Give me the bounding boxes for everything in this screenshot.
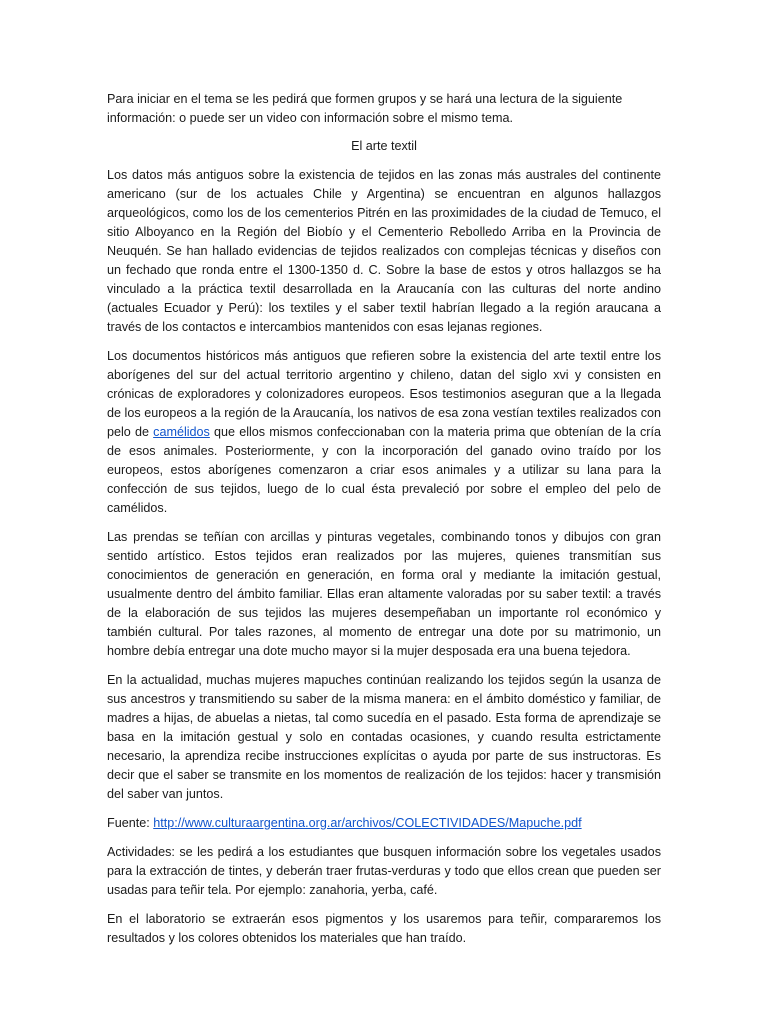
paragraph-historical-documents	[107, 347, 661, 518]
source-line	[107, 814, 661, 833]
paragraph-present-day: En la actualidad, muchas mujeres mapuches continúan realizando los tejidos según la usanza de sus ancestros y transmitiendo su saber de la misma manera: en el ámbito doméstico y familiar, de madres a hijas, de abuelas a nietas, tal como sucedía en el pasado. Esta forma de aprendizaje se basa en la imitación gestual y solo en contadas ocasiones, y cuando resulta estrictamente necesario, la aprendiza recibe instrucciones explícitas o ayuda por parte de sus instructoras. Es decir que el saber se transmite en los momentos de realización de los tejidos: hacer y transmisión del saber van juntos.	[107, 673, 661, 801]
laboratory-paragraph: En el laboratorio se extraerán esos pigmentos y los usaremos para teñir, compararemos los resultados y los colores obtenidos los materiales que han traído.	[107, 912, 661, 945]
section-title: El arte textil	[351, 139, 417, 153]
source-label: Fuente:	[107, 816, 154, 830]
document-body	[107, 90, 661, 958]
camelidos-link[interactable]: camélidos	[153, 425, 210, 439]
paragraph-text-before-link: Los documentos históricos más antiguos que refieren sobre la existencia del arte textil entre los aborígenes del sur del actual territorio argentino y chileno, datan del siglo xvi y consisten en crónicas de exploradores y colonizadores europeos. Esos testimonios aseguran que a la llegada de los europeos a la región de la Araucanía, los nativos de esa zona vestían textiles realizados con pelo de	[107, 349, 661, 439]
paragraph-dyeing: Las prendas se teñían con arcillas y pinturas vegetales, combinando tonos y dibujos con gran sentido artístico. Estos tejidos eran realizados por las mujeres, quienes transmitían sus conocimientos de generación en generación, en forma oral y mediante la imitación gestual, usualmente dentro del ámbito familiar. Ellas eran altamente valoradas por su saber textil: a través de la elaboración de sus tejidos las mujeres desempeñaban un importante rol económico y también cultural. Por tales razones, al momento de entregar una dote por su matrimonio, un hombre debía entregar una dote mucho mayor si la mujer desposada era una buena tejedora.	[107, 530, 661, 658]
intro-paragraph: Para iniciar en el tema se les pedirá que formen grupos y se hará una lectura de la siguiente información: o puede ser un video con información sobre el mismo tema.	[107, 92, 623, 125]
source-url-link[interactable]: http://www.culturaargentina.org.ar/archivos/COLECTIVIDADES/Mapuche.pdf	[153, 816, 582, 830]
paragraph-origins: Los datos más antiguos sobre la existencia de tejidos en las zonas más australes del continente americano (sur de los actuales Chile y Argentina) se encuentran en algunos hallazgos arqueológicos, como los de los cementerios Pitrén en las proximidades de la ciudad de Temuco, el sitio Alboyanco en la Región del Biobío y el Cementerio Rebolledo Arriba en la Provincia de Neuquén. Se han hallado evidencias de tejidos realizados con complejas técnicas y diseños con un fechado que ronda entre el 1300-1350 d. C. Sobre la base de estos y otros hallazgos se ha vinculado a la práctica textil desarrollada en la Araucanía con las culturas del norte andino (actuales Ecuador y Perú): los textiles y el saber textil habrían llegado a la región araucana a través de los contactos e intercambios mantenidos con esas lejanas regiones.	[107, 168, 661, 334]
paragraph-text-after-link: que ellos mismos confeccionaban con la materia prima que obtenían de la cría de esos animales. Posteriormente, y con la incorporación del ganado ovino traído por los europeos, estos aborígenes comenzaron a criar esos animales y a utilizar su lana para la confección de sus tejidos, luego de lo cual ésta prevaleció por sobre el empleo del pelo de camélidos.	[107, 425, 661, 515]
activities-paragraph: Actividades: se les pedirá a los estudiantes que busquen información sobre los vegetales usados para la extracción de tintes, y deberán traer frutas-verduras y todo que ellos crean que pueden ser usadas para teñir tela. Por ejemplo: zanahoria, yerba, café.	[107, 845, 661, 897]
